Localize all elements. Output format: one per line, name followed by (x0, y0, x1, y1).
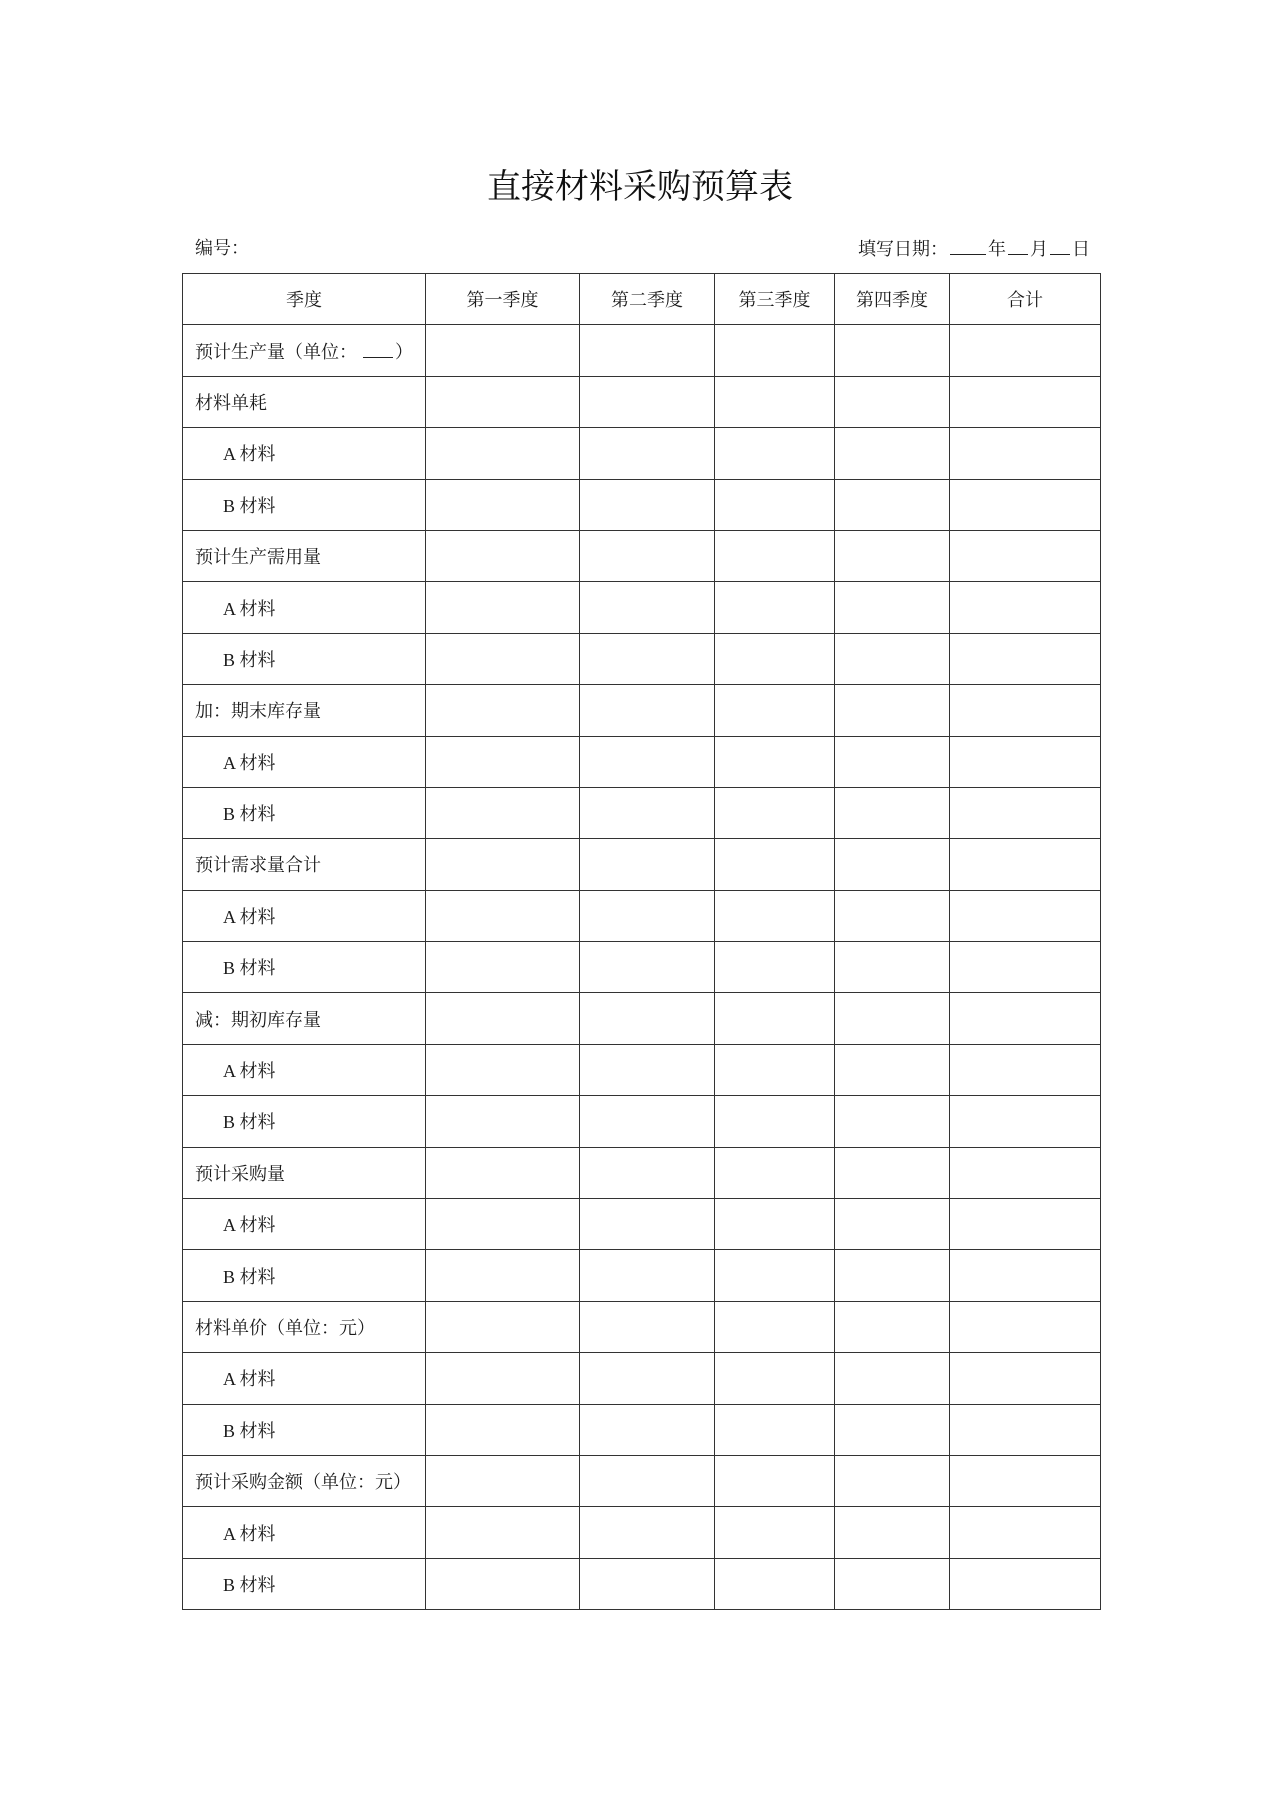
row-label-text: B 材料 (223, 495, 276, 516)
cell-total[interactable] (950, 582, 1101, 633)
table-row (183, 890, 1101, 941)
table-row (183, 839, 1101, 890)
cell-q2[interactable] (580, 1096, 715, 1147)
cell-q4[interactable] (835, 530, 950, 581)
row-label-text: A 材料 (223, 906, 276, 927)
table-row (183, 1507, 1101, 1558)
cell-q1[interactable] (426, 1455, 580, 1506)
table-row (183, 582, 1101, 633)
cell-q1[interactable] (426, 582, 580, 633)
day-blank[interactable] (1050, 236, 1070, 255)
cell-q2[interactable] (580, 1250, 715, 1301)
row-label (183, 1096, 426, 1147)
month-suffix: 月 (1030, 239, 1048, 259)
cell-q1[interactable] (426, 1147, 580, 1198)
row-label (183, 428, 426, 479)
table-header-row (183, 274, 1101, 325)
cell-q4[interactable] (835, 1404, 950, 1455)
cell-q2[interactable] (580, 736, 715, 787)
cell-q3[interactable] (715, 890, 835, 941)
row-label (183, 1301, 426, 1352)
cell-q4[interactable] (835, 325, 950, 376)
cell-q1[interactable] (426, 325, 580, 376)
cell-q2[interactable] (580, 1044, 715, 1095)
row-label-text: 预计采购金额（单位：元） (195, 1472, 411, 1493)
row-label (183, 1404, 426, 1455)
cell-q1[interactable] (426, 890, 580, 941)
cell-total[interactable] (950, 633, 1101, 684)
cell-total[interactable] (950, 530, 1101, 581)
row-label-text: A 材料 (223, 444, 276, 465)
cell-q3[interactable] (715, 1558, 835, 1609)
row-label-text: A 材料 (223, 1215, 276, 1236)
fill-date-label: 填写日期： (858, 239, 948, 259)
table-row (183, 1147, 1101, 1198)
table-row (183, 1096, 1101, 1147)
cell-q3[interactable] (715, 582, 835, 633)
cell-q2[interactable] (580, 1455, 715, 1506)
header-total: 合计 (950, 274, 1101, 325)
cell-q1[interactable] (426, 1404, 580, 1455)
row-label-text: 预计采购量 (195, 1163, 285, 1184)
row-label (183, 1558, 426, 1609)
cell-total[interactable] (950, 1147, 1101, 1198)
row-label-text: B 材料 (223, 1574, 276, 1595)
cell-q3[interactable] (715, 787, 835, 838)
row-label (183, 839, 426, 890)
cell-q3[interactable] (715, 1199, 835, 1250)
cell-q4[interactable] (835, 736, 950, 787)
cell-q3[interactable] (715, 325, 835, 376)
cell-q4[interactable] (835, 1455, 950, 1506)
table-row (183, 1455, 1101, 1506)
row-label (183, 1455, 426, 1506)
row-label (183, 787, 426, 838)
row-label-text: 预计生产需用量 (195, 547, 321, 568)
cell-q1[interactable] (426, 1353, 580, 1404)
table-row (183, 736, 1101, 787)
cell-q4[interactable] (835, 839, 950, 890)
cell-q3[interactable] (715, 376, 835, 427)
cell-total[interactable] (950, 787, 1101, 838)
row-label-text: A 材料 (223, 1369, 276, 1390)
year-blank[interactable] (950, 236, 986, 255)
row-label-text: 预计生产量（单位： (195, 341, 357, 362)
cell-q3[interactable] (715, 1353, 835, 1404)
table-row (183, 479, 1101, 530)
cell-q1[interactable] (426, 376, 580, 427)
cell-q2[interactable] (580, 942, 715, 993)
table-row (183, 1199, 1101, 1250)
cell-total[interactable] (950, 1250, 1101, 1301)
row-label (183, 1507, 426, 1558)
cell-q3[interactable] (715, 736, 835, 787)
table-row (183, 376, 1101, 427)
row-label-text: 材料单价（单位：元） (195, 1318, 375, 1338)
row-label (183, 1250, 426, 1301)
cell-q3[interactable] (715, 530, 835, 581)
cell-q3[interactable] (715, 942, 835, 993)
row-label (183, 376, 426, 427)
cell-q1[interactable] (426, 1558, 580, 1609)
cell-q1[interactable] (426, 1301, 580, 1352)
fill-date (858, 236, 1090, 261)
row-label-text: 减：期初库存量 (195, 1009, 321, 1030)
table-row (183, 428, 1101, 479)
cell-q1[interactable] (426, 1199, 580, 1250)
day-suffix: 日 (1072, 239, 1090, 259)
cell-q4[interactable] (835, 1353, 950, 1404)
row-label (183, 942, 426, 993)
cell-q1[interactable] (426, 1044, 580, 1095)
row-label-text: B 材料 (223, 1112, 276, 1133)
table-row (183, 633, 1101, 684)
row-label (183, 325, 426, 376)
row-label-text: 预计需求量合计 (195, 855, 321, 876)
unit-blank[interactable] (363, 341, 393, 358)
serial-number-label: 编号： (195, 238, 249, 258)
budget-table (182, 273, 1101, 1610)
cell-q2[interactable] (580, 839, 715, 890)
cell-q2[interactable] (580, 633, 715, 684)
cell-total[interactable] (950, 1507, 1101, 1558)
cell-total[interactable] (950, 993, 1101, 1044)
cell-q3[interactable] (715, 685, 835, 736)
row-label-text: B 材料 (223, 958, 276, 979)
cell-q2[interactable] (580, 890, 715, 941)
cell-total[interactable] (950, 736, 1101, 787)
row-label (183, 633, 426, 684)
header-q2: 第二季度 (580, 274, 715, 325)
table-row (183, 685, 1101, 736)
cell-q2[interactable] (580, 1507, 715, 1558)
row-label-text: B 材料 (223, 804, 276, 825)
row-label (183, 479, 426, 530)
cell-q4[interactable] (835, 890, 950, 941)
row-label (183, 582, 426, 633)
cell-total[interactable] (950, 428, 1101, 479)
table-row (183, 942, 1101, 993)
row-label (183, 685, 426, 736)
page-title: 直接材料采购预算表 (487, 169, 793, 206)
header-quarter: 季度 (183, 274, 426, 325)
cell-total[interactable] (950, 890, 1101, 941)
cell-q2[interactable] (580, 993, 715, 1044)
table-row (183, 530, 1101, 581)
table-body (183, 325, 1101, 1610)
row-label-suffix: ） (395, 341, 413, 362)
cell-q4[interactable] (835, 428, 950, 479)
table-row (183, 1404, 1101, 1455)
row-label-text: A 材料 (223, 1523, 276, 1544)
cell-q2[interactable] (580, 1404, 715, 1455)
cell-q2[interactable] (580, 479, 715, 530)
cell-q1[interactable] (426, 530, 580, 581)
row-label (183, 736, 426, 787)
row-label (183, 1353, 426, 1404)
cell-q4[interactable] (835, 993, 950, 1044)
row-label-text: B 材料 (223, 1266, 276, 1287)
cell-total[interactable] (950, 1353, 1101, 1404)
table-row (183, 787, 1101, 838)
cell-total[interactable] (950, 839, 1101, 890)
cell-q3[interactable] (715, 1250, 835, 1301)
row-label-text: A 材料 (223, 1061, 276, 1082)
cell-q1[interactable] (426, 787, 580, 838)
cell-q1[interactable] (426, 633, 580, 684)
cell-q4[interactable] (835, 1250, 950, 1301)
cell-q2[interactable] (580, 582, 715, 633)
cell-q3[interactable] (715, 839, 835, 890)
cell-total[interactable] (950, 1044, 1101, 1095)
cell-total[interactable] (950, 1301, 1101, 1352)
cell-q4[interactable] (835, 376, 950, 427)
row-label-text: 加：期末库存量 (195, 701, 321, 722)
header-q4: 第四季度 (835, 274, 950, 325)
cell-total[interactable] (950, 479, 1101, 530)
cell-q4[interactable] (835, 479, 950, 530)
cell-q2[interactable] (580, 1147, 715, 1198)
cell-q2[interactable] (580, 1558, 715, 1609)
row-label (183, 890, 426, 941)
cell-total[interactable] (950, 325, 1101, 376)
cell-q1[interactable] (426, 1507, 580, 1558)
cell-q3[interactable] (715, 633, 835, 684)
cell-q3[interactable] (715, 428, 835, 479)
row-label-text: B 材料 (223, 1420, 276, 1441)
table-row (183, 325, 1101, 376)
table-row (183, 1044, 1101, 1095)
cell-q2[interactable] (580, 428, 715, 479)
table-row (183, 1301, 1101, 1352)
cell-q3[interactable] (715, 1301, 835, 1352)
header-q3: 第三季度 (715, 274, 835, 325)
cell-q3[interactable] (715, 1147, 835, 1198)
cell-q2[interactable] (580, 376, 715, 427)
cell-q4[interactable] (835, 1507, 950, 1558)
cell-q1[interactable] (426, 1250, 580, 1301)
row-label-text: A 材料 (223, 598, 276, 619)
cell-q4[interactable] (835, 1558, 950, 1609)
cell-total[interactable] (950, 1096, 1101, 1147)
cell-q4[interactable] (835, 1199, 950, 1250)
year-suffix: 年 (988, 239, 1006, 259)
cell-q4[interactable] (835, 1044, 950, 1095)
cell-total[interactable] (950, 685, 1101, 736)
cell-q3[interactable] (715, 1404, 835, 1455)
cell-total[interactable] (950, 1558, 1101, 1609)
cell-q1[interactable] (426, 685, 580, 736)
row-label-text: A 材料 (223, 752, 276, 773)
cell-q1[interactable] (426, 428, 580, 479)
row-label (183, 1147, 426, 1198)
cell-q4[interactable] (835, 1301, 950, 1352)
cell-q2[interactable] (580, 685, 715, 736)
cell-q2[interactable] (580, 1301, 715, 1352)
cell-q4[interactable] (835, 1096, 950, 1147)
cell-q3[interactable] (715, 1096, 835, 1147)
row-label (183, 530, 426, 581)
cell-q1[interactable] (426, 942, 580, 993)
cell-q3[interactable] (715, 1044, 835, 1095)
cell-total[interactable] (950, 1404, 1101, 1455)
cell-q4[interactable] (835, 942, 950, 993)
cell-q1[interactable] (426, 1096, 580, 1147)
cell-q3[interactable] (715, 993, 835, 1044)
cell-q3[interactable] (715, 479, 835, 530)
row-label (183, 1199, 426, 1250)
table-row (183, 1558, 1101, 1609)
cell-total[interactable] (950, 376, 1101, 427)
cell-q1[interactable] (426, 993, 580, 1044)
row-label-text: 材料单耗 (195, 392, 267, 413)
cell-q1[interactable] (426, 479, 580, 530)
cell-total[interactable] (950, 1199, 1101, 1250)
row-label-text: B 材料 (223, 649, 276, 670)
table-row (183, 993, 1101, 1044)
cell-q3[interactable] (715, 1507, 835, 1558)
cell-total[interactable] (950, 1455, 1101, 1506)
cell-q2[interactable] (580, 325, 715, 376)
table-row (183, 1250, 1101, 1301)
row-label (183, 1044, 426, 1095)
cell-q2[interactable] (580, 787, 715, 838)
cell-q4[interactable] (835, 685, 950, 736)
cell-q4[interactable] (835, 582, 950, 633)
cell-q2[interactable] (580, 1353, 715, 1404)
cell-q4[interactable] (835, 1147, 950, 1198)
row-label (183, 993, 426, 1044)
cell-q3[interactable] (715, 1455, 835, 1506)
cell-q2[interactable] (580, 1199, 715, 1250)
month-blank[interactable] (1008, 236, 1028, 255)
cell-q1[interactable] (426, 839, 580, 890)
cell-q4[interactable] (835, 787, 950, 838)
table-row (183, 1353, 1101, 1404)
cell-total[interactable] (950, 942, 1101, 993)
cell-q4[interactable] (835, 633, 950, 684)
header-q1: 第一季度 (426, 274, 580, 325)
cell-q1[interactable] (426, 736, 580, 787)
cell-q2[interactable] (580, 530, 715, 581)
